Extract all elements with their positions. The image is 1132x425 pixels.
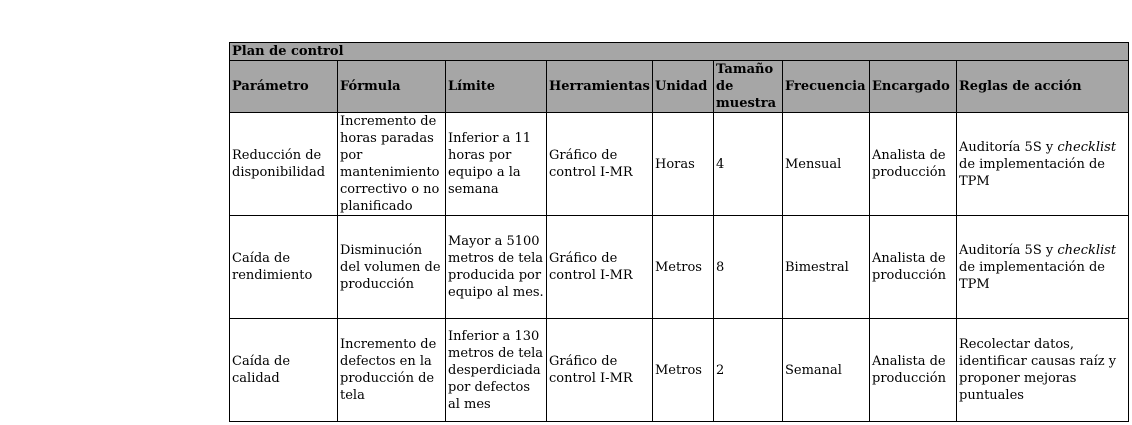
control-plan-table	[229, 42, 1129, 422]
cell-formula: Incremento de horas paradas por mantenimiento correctivo o no planificado	[338, 113, 446, 216]
cell-limite: Inferior a 130 metros de tela desperdiciada por defectos al mes	[446, 319, 547, 422]
cell-encargado: Analista de producción	[870, 113, 957, 216]
cell-limite: Mayor a 5100 metros de tela producida por equipo al mes.	[446, 216, 547, 319]
table-row	[230, 319, 1129, 422]
cell-herramientas: Gráfico de control I-MR	[547, 216, 653, 319]
cell-reglas-accion	[957, 113, 1129, 216]
reglas-emphasis: checklist	[1057, 242, 1117, 258]
header-tamano-muestra: Tamaño de muestra	[714, 61, 783, 113]
cell-tamano: 8	[714, 216, 783, 319]
cell-herramientas: Gráfico de control I-MR	[547, 319, 653, 422]
cell-tamano: 2	[714, 319, 783, 422]
cell-herramientas: Gráfico de control I-MR	[547, 113, 653, 216]
reglas-text-end: de implementación de TPM	[959, 156, 1105, 189]
cell-frecuencia: Mensual	[783, 113, 870, 216]
header-frecuencia: Frecuencia	[783, 61, 870, 113]
reglas-text: Auditoría 5S y	[959, 139, 1058, 155]
header-formula: Fórmula	[338, 61, 446, 113]
header-herramientas: Herramientas	[547, 61, 653, 113]
cell-unidad: Horas	[653, 113, 714, 216]
header-encargado: Encargado	[870, 61, 957, 113]
cell-frecuencia: Semanal	[783, 319, 870, 422]
header-parametro: Parámetro	[230, 61, 338, 113]
cell-unidad: Metros	[653, 319, 714, 422]
reglas-emphasis: checklist	[1057, 139, 1117, 155]
cell-parametro: Reducción de disponibilidad	[230, 113, 338, 216]
cell-formula: Incremento de defectos en la producción de tela	[338, 319, 446, 422]
header-unidad: Unidad	[653, 61, 714, 113]
table-header-row	[230, 61, 1129, 113]
cell-parametro: Caída de rendimiento	[230, 216, 338, 319]
reglas-text: Recolectar datos, identificar causas raíz y proponer mejoras puntuales	[959, 337, 1117, 403]
cell-encargado: Analista de producción	[870, 319, 957, 422]
cell-reglas-accion	[957, 216, 1129, 319]
cell-parametro: Caída de calidad	[230, 319, 338, 422]
cell-formula: Disminución del volumen de producción	[338, 216, 446, 319]
header-reglas-accion: Reglas de acción	[957, 61, 1129, 113]
table-row	[230, 113, 1129, 216]
reglas-text: Auditoría 5S y	[959, 242, 1058, 258]
cell-encargado: Analista de producción	[870, 216, 957, 319]
cell-unidad: Metros	[653, 216, 714, 319]
cell-limite: Inferior a 11 horas por equipo a la semana	[446, 113, 547, 216]
table-title-row	[230, 43, 1129, 61]
table-title: Plan de control	[230, 43, 1129, 61]
cell-frecuencia: Bimestral	[783, 216, 870, 319]
table-row	[230, 216, 1129, 319]
cell-tamano: 4	[714, 113, 783, 216]
cell-reglas-accion	[957, 319, 1129, 422]
reglas-text-end: de implementación de TPM	[959, 259, 1105, 292]
header-limite: Límite	[446, 61, 547, 113]
